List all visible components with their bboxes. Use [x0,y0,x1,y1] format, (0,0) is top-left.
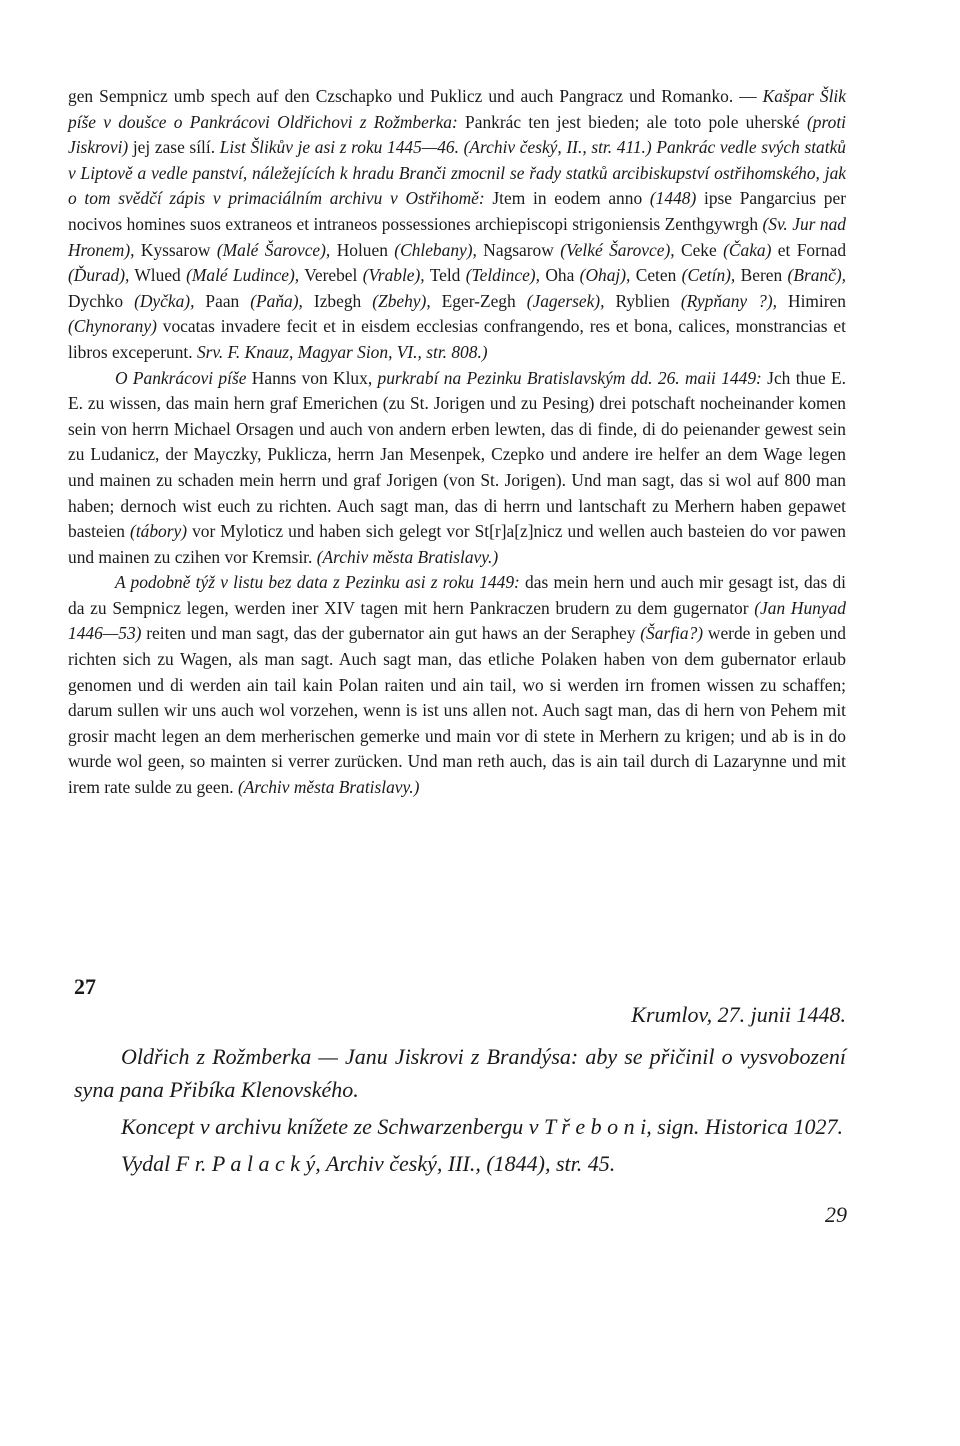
entry-edition: Vydal F r. P a l a c k ý, Archiv český, III., (1844), str. 45. [121,1151,616,1176]
text-run: (Vrable), [362,265,425,286]
text-run: (Teldince), [465,265,540,286]
text-run: jej zase sílí. [128,137,220,158]
text-run: (Zbehy), [372,290,431,311]
text-run: et Fornad [771,239,847,260]
text-run: Kašpar Šlik píše v doušce o Pankrácovi Oldřichovi z Rožmberka: [68,86,846,132]
paragraph-1 [68,84,846,366]
text-run: (Jagersek), [526,290,605,311]
entry-header [74,1040,846,1184]
text-run: (Rypňany ?), [680,290,777,311]
text-run: (Archiv města Bratislavy.) [316,546,499,567]
text-run: Himiren [777,290,846,311]
text-run: (Chlebany), [394,239,477,260]
text-run: Ceke [674,239,724,260]
text-run: purkrabí na Pezinku Bratislavským dd. 26. maii 1449: [377,367,762,388]
entry-place-date: Krumlov, 27. junii 1448. [631,1002,846,1027]
text-run: (Jan Hunyad 1446—53) [68,597,846,644]
text-run: O Pankrácovi píše [115,367,247,388]
text-run: (Paňa), [250,290,303,311]
text-run: (tábory) [130,521,188,542]
text-run: vocatas invadere fecit et in eisdem ecclesias confrangendo, res et bona, calices, monstrancias et libros exceperunt. [68,316,846,362]
text-run: (Sv. Jur nad Hronem), [68,213,846,260]
text-run: ipse Pangarcius per nocivos homines suos extraneos et intraneos possessiones archiepiscopi strigoniensis Zenthgywrgh [68,188,846,234]
text-run: Teld [424,265,466,286]
text-run: A podobně týž v listu bez data z Pezinku asi z roku 1449: [115,572,520,593]
text-run: das mein hern und auch mir gesagt ist, das di da zu Sempnicz legen, werden iner XIV tagen mit hern Pankraczen brudern zu dem gugernator [68,572,847,618]
text-run: Nagsarow [476,239,561,260]
text-run: gen Sempnicz umb spech auf den Czschapko und Puklicz und auch Pangracz und Romanko. — [68,86,763,106]
text-run: Izbegh [302,290,373,311]
text-run: (1448) [649,188,697,209]
text-run: Oha [539,265,580,286]
text-run: (Malé Ludince), [186,265,300,286]
text-run: List Šlikův je asi z roku 1445—46. (Archiv český, II., str. 411.) Pankrác vedle svých statků v Liptově a vedle panství, náležejících k hradu Branči zmocnil se řady statků arcibiskupství ostřihomského, jak o tom svědčí zápis v primaciálním archivu v Ostřihomě: [68,137,847,209]
text-run: (Chynorany) [68,316,157,337]
body-text [68,84,846,801]
text-run: Dychko [68,290,135,311]
text-run: werde in geben und richten sich zu Wagen, als man sagt. Auch sagt man, das etliche Polaken haben von dem gubernator erlaub genomen und di werden ain tail kain Polan raiten und ain tail, wo si werden irn fromen wissen zu schaffen; darum sullen wir uns auch wol vorzehen, wenn is ist uns allen not. Auch sagt man, das di hern von Pehem mit grosir macht legen an dem merherischen gemerke und main vor di stete in Merhern zu krigen; und ab is in do wurde wol geen, so mainten si verrer zurücken. Und man reth auch, das is ain tail durch di Lazarynne und mit irem rate sulde zu geen. [68,623,846,798]
text-run: (Ďurad), [68,265,130,286]
entry-summary: Oldřich z Rožmberka — Janu Jiskrovi z Brandýsa: aby se přičinil o vysvobození syna pana Přibíka Klenovského. [74,1044,846,1102]
text-run: (Malé Šarovce), [216,239,331,260]
paragraph-2 [68,366,846,571]
text-run: (Ohaj), [579,265,631,286]
text-run: Jtem in eodem anno [484,188,650,209]
entry-number: 27 [74,974,96,999]
text-run: (proti Jiskrovi) [68,111,846,158]
text-run: Kyssarow [134,239,217,260]
paragraph-3 [68,570,846,800]
text-run: Wlued [129,265,187,286]
text-run: Holuen [330,239,395,260]
text-run: (Čaka) [723,239,772,260]
text-run: (Dyčka), [134,290,195,311]
text-run: reiten und man sagt, das der gubernator ain gut haws an der Seraphey [141,623,641,644]
text-run: Ryblien [604,290,681,311]
page-number: 29 [825,1202,847,1227]
text-run: Verebel [299,265,363,286]
text-run: Beren [735,265,788,286]
text-run: (Velké Šarovce), [560,239,675,260]
text-run: Paan [194,290,251,311]
text-run: (Cetín), [681,265,736,286]
text-run: (Branč), [787,265,846,286]
text-run: Jch thue E. E. zu wissen, das main hern graf Emerichen (zu St. Jorigen und zu Pesing) drei potschaft nocheinander komen sein von herrn Michael Orsagen und auch von andern erben lewten, das di finde, di do peienander gewest sein zu Ludanicz, der Mayczky, Puklicza, herrn Jan Mesenpek, Czepko und andere ire helfer an dem Wage legen und mainen zu schaden mein herrn und graf Jorigen (von St. Jorigen). Und man sagt, das si wol auf 800 man haben; dernoch wist euch zu richten. Auch sagt man, das di herrn und lantschaft zu Merhern haben gepawet basteien [68,367,846,542]
entry-source: Koncept v archivu knížete ze Schwarzenbergu v T ř e b o n i, sign. Historica 1027. [121,1114,844,1139]
text-run: vor Myloticz und haben sich gelegt vor St[r]a[z]nicz und wellen auch basteien do vor pawen und mainen zu czihen vor Kremsir. [68,521,846,567]
text-run: Eger-Zegh [430,290,527,311]
text-run: Hanns von Klux, [246,367,378,388]
text-run: Srv. F. Knauz, Magyar Sion, VI., str. 808.) [196,341,488,362]
text-run: (Šarfia?) [640,623,704,644]
text-run: (Archiv města Bratislavy.) [237,777,420,798]
text-run: Pankrác ten jest bieden; ale toto pole uherské [457,111,808,132]
text-run: Ceten [630,265,682,286]
